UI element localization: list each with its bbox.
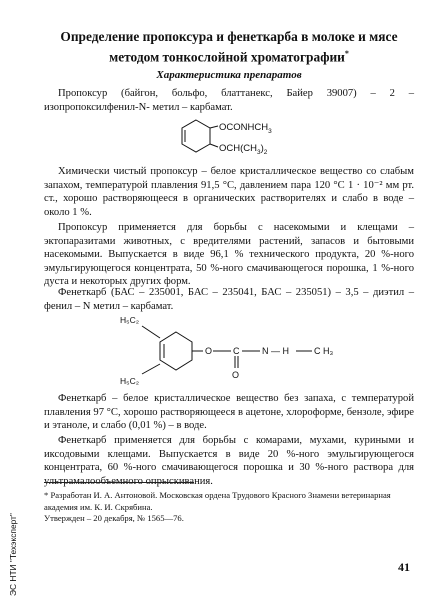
ethyl-bottom-bond: [142, 364, 160, 374]
amine-group: N — H: [262, 346, 289, 356]
phenethcarb-name-text: Фенеткарб (БАС – 235001, БАС – 235041, БАС – 235051) – 3,5 – диэтил – фенил – N метил – карбамат.: [44, 287, 414, 312]
ethyl-top-label: H₅C₂: [120, 315, 140, 325]
phenethcarb-properties-text: Фенеткарб – белое кристаллическое вещество без запаха, с температурой плавления 97 °С, хорошо растворяющееся в ацетоне, хлороформе, бензоле, эфире и этаноле, и слабо (0,01 %) – в воде.: [44, 393, 414, 432]
group-bottom-label: $OCH(CH_3)_2$: [219, 143, 268, 156]
carbonyl-oxygen: O: [232, 370, 240, 380]
section-subtitle: Характеристика препаратов: [156, 69, 302, 81]
propoxur-name-text: Пропоксур (байгон, больфо, блаттанекс, Байер 39007) – 2 –изопропоксилфенил-N- метил – карбамат.: [44, 88, 414, 113]
bond-top: [210, 126, 218, 128]
phenethcarb-properties-paragraph: [44, 392, 414, 433]
phenethcarb-use-text: Фенеткарб применяется для борьбы с комарами, мухами, куриными и иксодовыми клещами. Выпускается в виде 20 %-ного эмульгирующегося концентрата, 60 %-ного смачивающегося порошка и 30 %-ного раствора для ультрамалообъемного опрыскивания.: [44, 435, 414, 487]
ester-oxygen: O: [205, 346, 213, 356]
page-number: 41: [398, 560, 410, 574]
propoxur-structure-diagram: [176, 116, 316, 160]
side-watermark-text: ЭС НТИ "Техэксперт": [8, 513, 18, 596]
title-line-2: методом тонкослойной хроматографии: [109, 49, 345, 65]
propoxur-properties-paragraph: [44, 165, 414, 219]
propoxur-use-text: Пропоксур применяется для борьбы с насекомыми и клещами – эктопаразитами животных, с вредителями растений, запасов и бытовыми насекомыми. Выпускается в виде 96,1 % технического продукта, 20 %-ного эмульгирующегося концентрата, 50 %-ного смачивающегося порошка, 1 %-ного дуста и некоторых других форм.: [44, 222, 414, 288]
footnote-approval: Утвержден – 20 декабря, № 1565—76.: [44, 513, 184, 523]
footnote-separator: [44, 482, 194, 483]
page-title: [44, 28, 414, 65]
footnote-author: * Разработан И. А. Антоновой. Московская ордена Трудового Красного Знамени ветеринарная академия им. К. И. Скрябина.: [44, 490, 391, 512]
propoxur-name-paragraph: [44, 87, 414, 114]
ethyl-bottom-label: H₅C₂: [120, 376, 140, 386]
phenethcarb-use-paragraph: [44, 434, 414, 488]
ethyl-top-bond: [142, 326, 160, 338]
bond-bottom: [210, 144, 218, 147]
phenethcarb-name-paragraph: [44, 286, 414, 313]
group-top-label: $OCONHCH_3$: [219, 122, 272, 135]
benzene-ring-2: [160, 332, 192, 370]
benzene-ring: [182, 120, 210, 152]
propoxur-properties-text: Химически чистый пропоксур – белое кристаллическое вещество со слабым запахом, температурой плавления 91,5 °С, давлением пара 120 °С 1 · 10⁻² мм рт. ст., хорошо растворяющееся в органических растворителях и слабо в воде – около 1 %.: [44, 166, 414, 218]
title-line-1: Определение пропоксура и фенеткарба в молоке и мясе: [60, 29, 398, 44]
propoxur-use-paragraph: [44, 221, 414, 289]
footnote: [44, 490, 414, 525]
title-footnote-mark: *: [344, 49, 349, 58]
phenethcarb-structure-diagram: [120, 312, 360, 388]
carbonyl-carbon: C: [233, 346, 240, 356]
methyl-group: C H₃: [314, 346, 334, 356]
